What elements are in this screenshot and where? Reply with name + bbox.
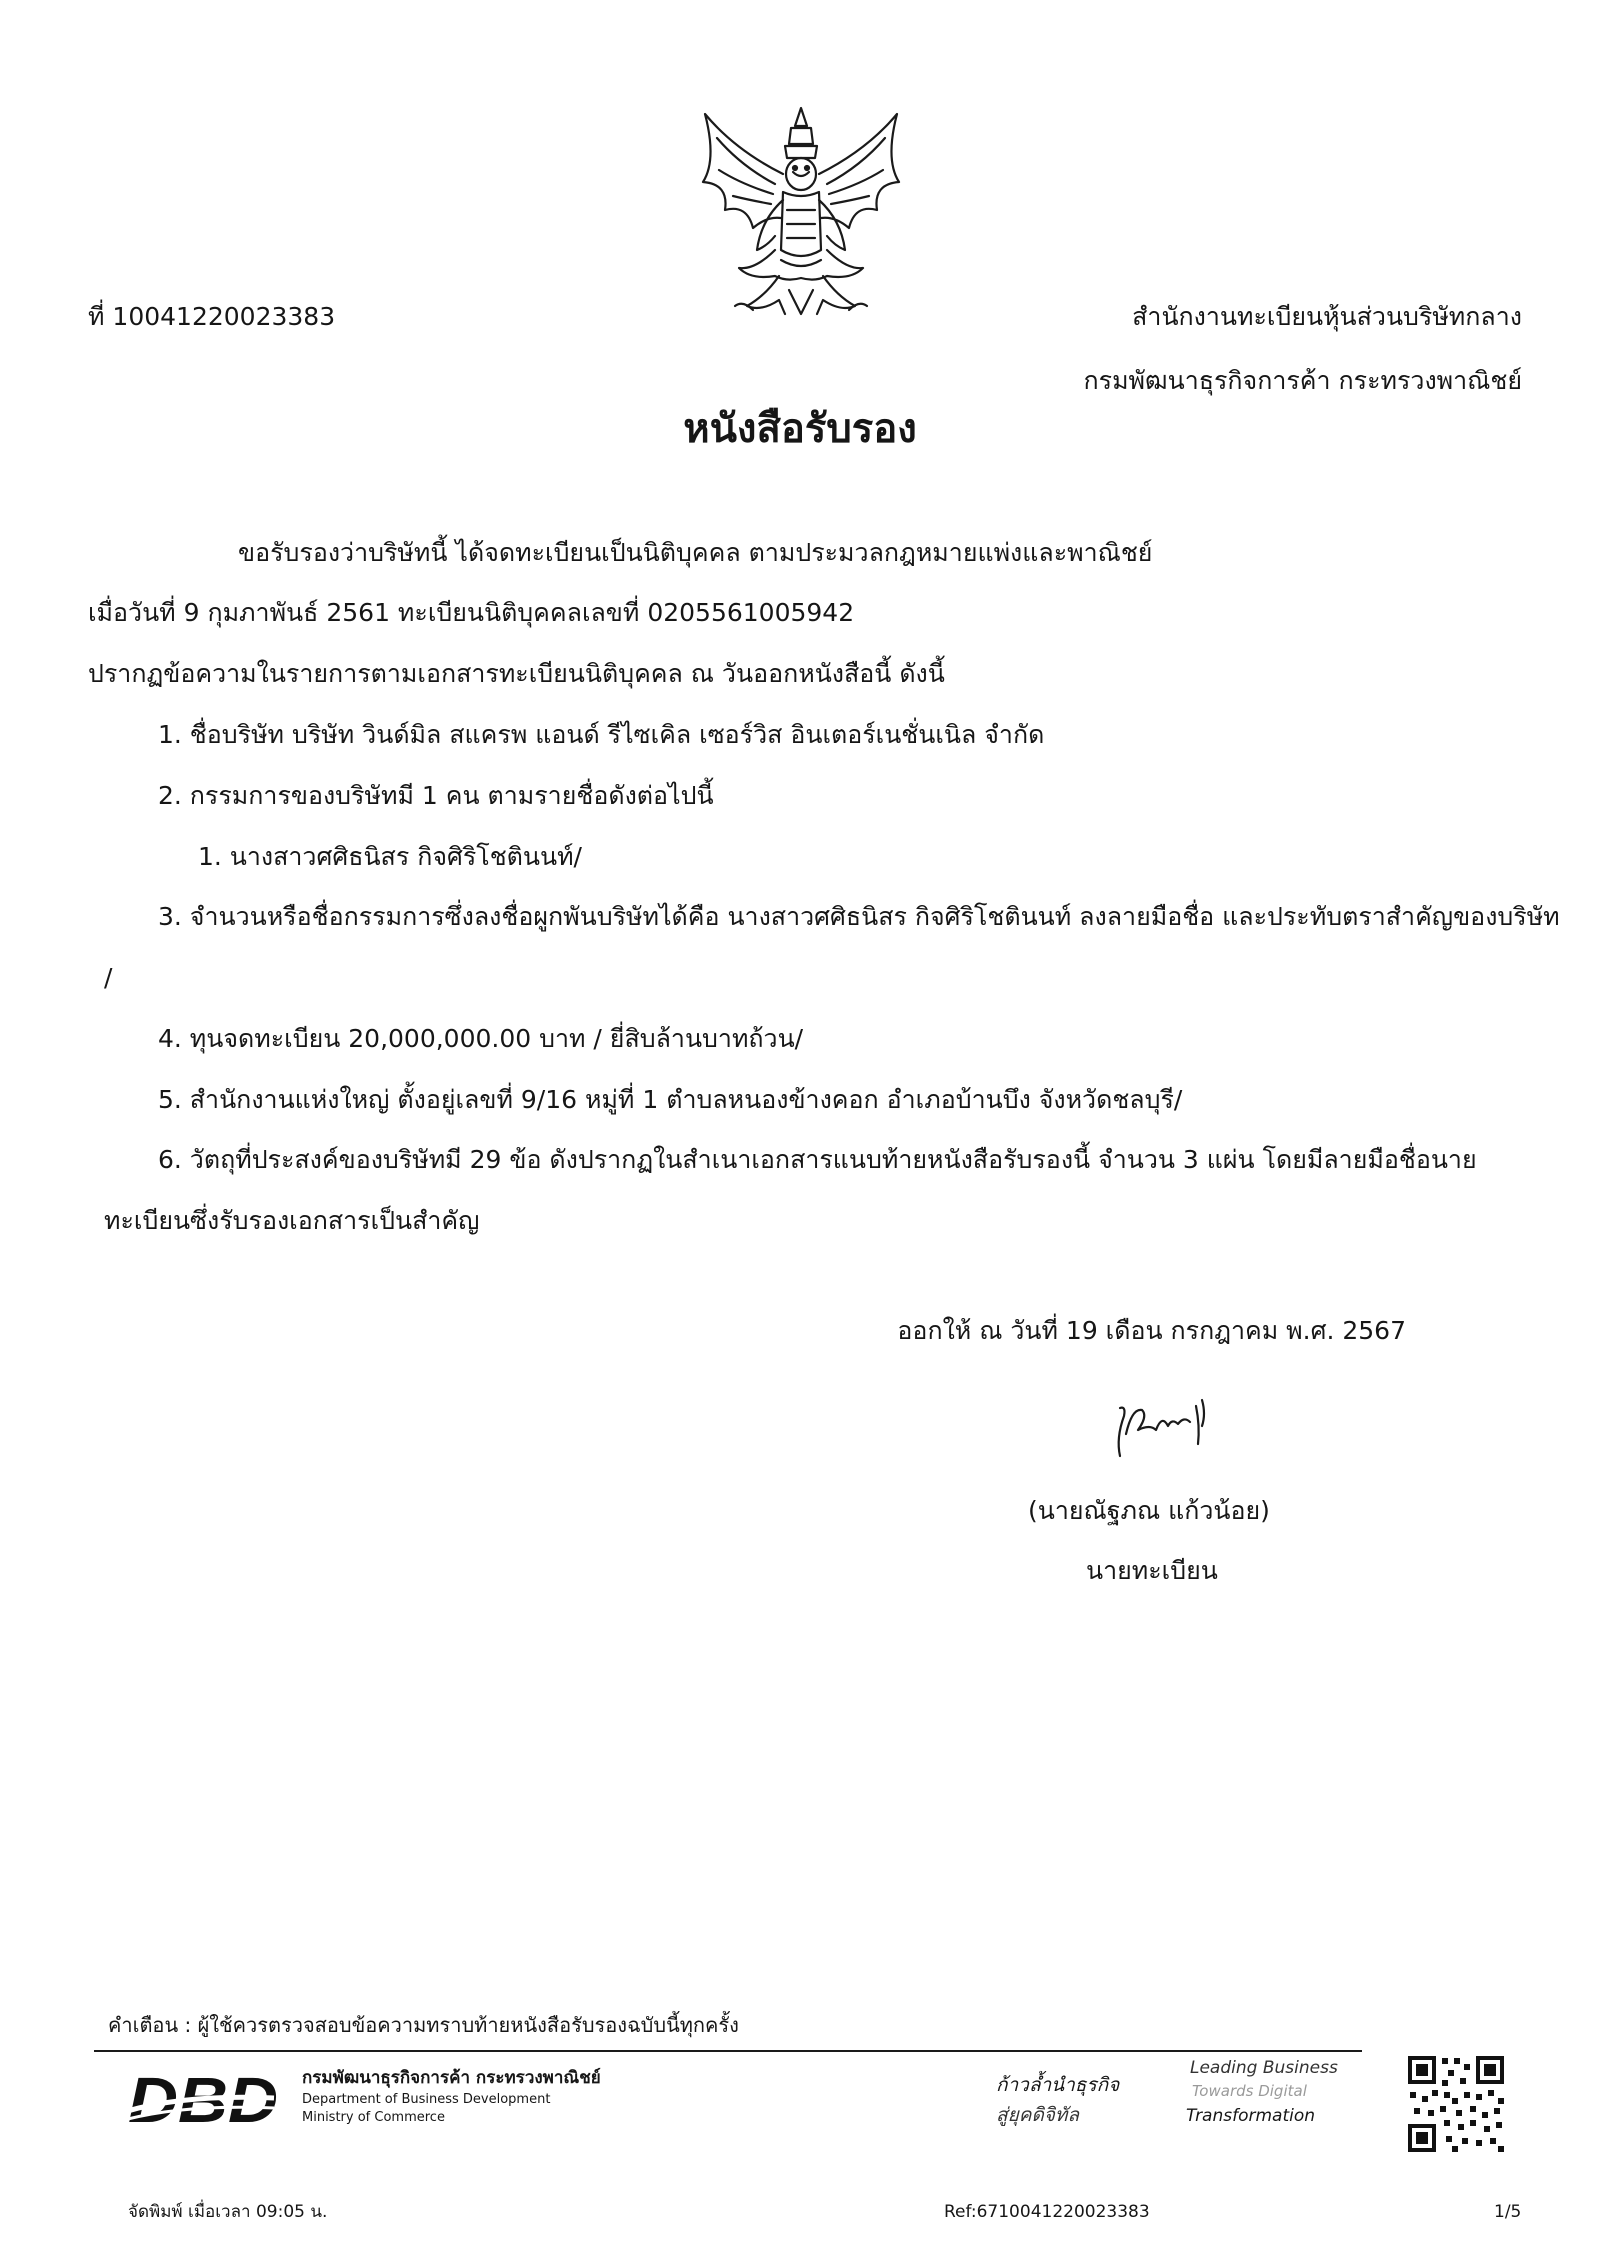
signer-title: นายทะเบียน [1086, 1556, 1218, 1585]
print-timestamp: จัดพิมพ์ เมื่อเวลา 09:05 น. [128, 2202, 328, 2222]
slogan-english-line1: Leading Business [1190, 2058, 1338, 2078]
item-authorized-signatory-continued: / [104, 963, 113, 992]
item-head-office: 5. สำนักงานแห่งใหญ่ ตั้งอยู่เลขที่ 9/16 หมู่ที่ 1 ตำบลหนองข้างคอก อำเภอบ้านบึง จังหวัดชลบุรี/ [158, 1085, 1183, 1114]
garuda-emblem-icon [695, 100, 907, 330]
document-number: ที่ 10041220023383 [88, 302, 336, 331]
certification-paragraph-1: ขอรับรองว่าบริษัทนี้ ได้จดทะเบียนเป็นนิติบุคคล ตามประมวลกฎหมายแพ่งและพาณิชย์ [238, 538, 1153, 567]
dbd-logo-icon [124, 2064, 284, 2134]
footer-divider [94, 2050, 1362, 2052]
dbd-department-thai: กรมพัฒนาธุรกิจการค้า กระทรวงพาณิชย์ [302, 2068, 601, 2088]
item-authorized-signatory: 3. จำนวนหรือชื่อกรรมการซึ่งลงชื่อผูกพันบริษัทได้คือ นางสาวศศิธนิสร กิจศิริโชตินนท์ ลงลายมือชื่อ และประทับตราสำคัญของบริษัท [158, 902, 1560, 931]
item-objectives-continued: ทะเบียนซึ่งรับรองเอกสารเป็นสำคัญ [104, 1206, 480, 1235]
director-list-item: 1. นางสาวศศิธนิสร กิจศิริโชตินนท์/ [198, 842, 582, 871]
dbd-ministry-english: Ministry of Commerce [302, 2110, 445, 2125]
reference-number: Ref:6710041220023383 [944, 2202, 1150, 2222]
slogan-english-line2: Towards Digital [1192, 2082, 1307, 2100]
dbd-logo-text: DBD [128, 2064, 278, 2134]
slogan-thai-line1: ก้าวล้ำนำธุรกิจ [996, 2074, 1120, 2096]
item-registered-capital: 4. ทุนจดทะเบียน 20,000,000.00 บาท / ยี่สิบล้านบาทถ้วน/ [158, 1024, 804, 1053]
page-number: 1/5 [1494, 2202, 1522, 2222]
qr-code-icon[interactable] [1404, 2052, 1508, 2156]
signer-name: (นายณัฐภณ แก้วน้อย) [1028, 1496, 1270, 1525]
slogan-thai-line2: สู่ยุคดิจิทัล [996, 2104, 1080, 2126]
item-company-name: 1. ชื่อบริษัท บริษัท วินด์มิล สแครพ แอนด์ รีไซเคิล เซอร์วิส อินเตอร์เนชั่นเนิล จำกัด [158, 720, 1045, 749]
department-name: กรมพัฒนาธุรกิจการค้า กระทรวงพาณิชย์ [1083, 366, 1522, 395]
issue-date: ออกให้ ณ วันที่ 19 เดือน กรกฎาคม พ.ศ. 2567 [897, 1316, 1406, 1345]
footer-warning: คำเตือน : ผู้ใช้ควรตรวจสอบข้อความทราบท้ายหนังสือรับรองฉบับนี้ทุกครั้ง [108, 2013, 739, 2037]
certification-paragraph-3: ปรากฏข้อความในรายการตามเอกสารทะเบียนนิติบุคคล ณ วันออกหนังสือนี้ ดังนี้ [88, 659, 945, 688]
office-name: สำนักงานทะเบียนหุ้นส่วนบริษัทกลาง [1132, 302, 1522, 331]
item-directors: 2. กรรมการของบริษัทมี 1 คน ตามรายชื่อดังต่อไปนี้ [158, 781, 714, 810]
registrar-signature [1098, 1386, 1228, 1462]
dbd-department-english: Department of Business Development [302, 2092, 551, 2107]
slogan-english-line3: Transformation [1186, 2106, 1316, 2126]
page-title: หนังสือรับรอง [683, 406, 917, 452]
certification-paragraph-2: เมื่อวันที่ 9 กุมภาพันธ์ 2561 ทะเบียนนิติบุคคลเลขที่ 0205561005942 [88, 598, 855, 627]
item-objectives: 6. วัตถุที่ประสงค์ของบริษัทมี 29 ข้อ ดังปรากฏในสำเนาเอกสารแนบท้ายหนังสือรับรองนี้ จำนวน 3 แผ่น โดยมีลายมือชื่อนาย [158, 1145, 1477, 1174]
